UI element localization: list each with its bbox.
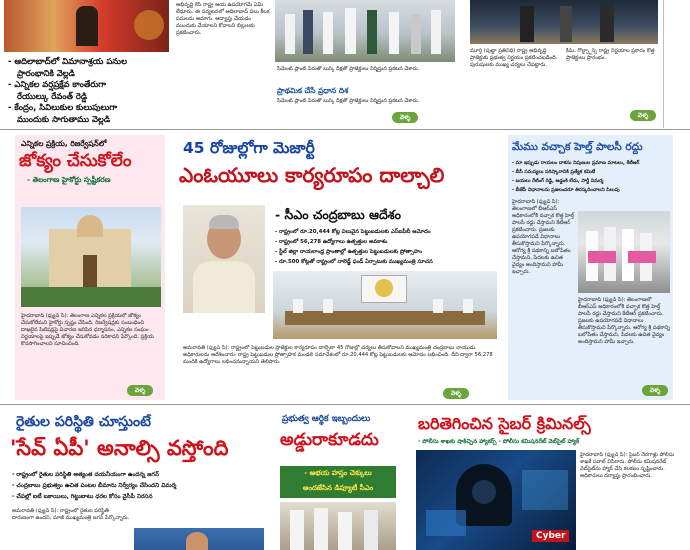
cyber-photo [416, 450, 576, 550]
top-left-bullets [8, 56, 173, 125]
bottom-bullet-0: - రాష్ట్రంలో రైతుల పరిస్థితి అత్యంత దయనీయంగా ఉందన్న జగన్ [12, 472, 159, 478]
right-bullet-1: - బీసీ సమస్యలు పరిష్కారానికి ప్రత్యేక కమిటీ [512, 170, 596, 175]
bottom-mid-headline: అడ్డురాకూడదు [280, 430, 379, 450]
cm-portrait [183, 205, 265, 313]
center-kicker: 45 రోజుల్లోగా మెజార్టీ [183, 139, 315, 157]
read-more-button[interactable]: వెళ్ళ [443, 388, 469, 399]
bottom-mid-banner-1: - అభయ హస్తం చెక్కులు [304, 469, 372, 477]
divider [0, 404, 690, 405]
deputy-cm-photo [280, 502, 396, 550]
right-bullets [512, 159, 670, 195]
divider [0, 129, 690, 130]
top-col4-text2: కిమ్, గోల్డ్స్టాన్స్ రాష్ట్ర నిర్ణయాల ప్రకారం కొత్త ప్రాజెక్టులు ప్రారంభం. [566, 48, 655, 61]
top-bullet-1: ప్రారంభానికి వెల్లడి [17, 67, 75, 78]
read-more-button[interactable]: వెళ్ళ [392, 112, 418, 123]
center-body: అమరావతి (ఫ్యుచ్ సి): రాష్ట్రంలో పెట్టుబడుల ప్రాజెక్టుల కార్యరూపం దాల్చేలా 45 రోజుల్లో చర్యలు తీసుకోవాలని ముఖ్యమంత్రి చంద్రబాబు నాయుడు అధికారులను ఆదేశించారు. రాష్ట్ర పెట్టుబడుల ప్రోత్సాహక మండలి సమావేశంలో రూ.20,444 కోట్ల పెట్టుబడులకు ఆమోదం లభించింది. దీని ద్వారా 56,278 మందికి ఉద్యోగాలు లభించనున్నాయని తెలిపారు. [183, 345, 493, 365]
bottom-mid-banner [280, 466, 396, 498]
center-strap: - సీఎం చంద్రబాబు ఆదేశం [275, 207, 402, 222]
jagan-photo [134, 528, 264, 550]
divider [663, 0, 664, 128]
bottom-left-story [0, 408, 275, 550]
bottom-right-strap: - పోలీసు శాఖకు షాకిచ్చిన హ్యాకర్స్ - పోలీసు కమిషనరేట్ వెబ్‌సైట్ హ్యాక్ [418, 439, 580, 445]
top-col4-text: మూర్తి (పుట్టా ప్రతినిధి) రాష్ట్ర అభివృద్ధి ప్రాజెక్టుకు ప్రభుత్వ నిర్ణయం ప్రకటించబడింది. పురుషులకు ముఖ్య చర్యలు చేపట్టారు. [470, 48, 558, 68]
center-bullet-3: - రూ.500 కోట్లతో రాష్ట్రంలో నాలెడ్జ్ ఫండ్ ఏర్పాటుకు ముఖ్యమంత్రి సూచన [275, 259, 433, 265]
bottom-right-headline: బరితెగించిన సైబర్ క్రిమినల్స్ [418, 414, 591, 433]
top-col3-subtext: సిమెంట్ ప్లాంట్ పేరుతో బుర్క్ దీక్షతో ప్రాజెక్టులు నిర్మిస్తున ప్రకటన చేశారు. [277, 98, 420, 104]
top-photo-group [275, 0, 455, 62]
center-bullet-0: - రాష్ట్రంలో రూ.20,444 కోట్ల విలువైన పెట్టుబడులకు ఎస్‌ఐపీబీ ఆమోదం [275, 229, 431, 235]
left-headline: జోక్యం చేసుకోలేం [19, 151, 132, 171]
top-photo-temple [4, 0, 169, 52]
center-bullet-2: - స్టీల్ జిల్లా రాయలాంధ్ర ప్రాంతాల్లో ఉత్పత్తుల పెట్టుబడులకు ప్రోత్సాహం [275, 249, 422, 255]
read-more-button[interactable]: వెళ్ళ [642, 385, 668, 396]
bottom-left-body: అమరావతి (ఫ్యుచ్ సి): రాష్ట్రంలో రైతుల పరిస్థితి దారుణంగా ఉందని, మాజీ ముఖ్యమంత్రి జగన్ పేర్కొన్నారు. [12, 508, 130, 521]
right-headline: మేము వచ్చాక హెల్త్ పాలసీ రద్దు [512, 141, 643, 153]
bottom-mid-story [280, 408, 398, 550]
left-story [15, 135, 165, 400]
bottom-bullet-1: - చంద్రబాబు ప్రభుత్వం ఉచిత పంటల బీమాను నిర్వీర్యం చేసిందని విమర్శ [12, 483, 177, 489]
top-col3-text: సిమెంట్ ప్లాంట్ పేరుతో బుర్క్ దీక్షతో ప్రాజెక్టులు నిర్మిస్తున ప్రకటన చేశారు. [277, 66, 420, 72]
bottom-left-headline: 'సేవ్ ఏపీ' అనాల్సి వస్తోంది [10, 436, 229, 460]
protest-photo [578, 211, 670, 293]
top-bullet-2: - ఎన్నికల వర్షప్రక్షేవ కాంతేరుగా [8, 79, 106, 89]
right-body: హైదరాబాద్ (ఫ్యుచ్ సి): తెలంగాణలో బీఆర్ఎస్ అధికారంలోకి వచ్చాక కొత్త హెల్త్ పాలసీ రద్దు చేస్తామని కేటీఆర్ ప్రకటించారు. ప్రజలకు ఉపయోగపడే విధానాలు తీసుకొస్తామని పేర్కొన్నారు. ఆరోగ్య శ్రీ పథకాన్ని బలోపేతం చేస్తామని, పేదలకు ఉచిత వైద్యం అందిస్తామని హామీ ఇచ్చారు. [512, 199, 575, 275]
center-bullets [275, 227, 497, 267]
left-kicker: ఎన్నికల ప్రక్రియ, రిజర్వేషన్‌లో [21, 139, 107, 148]
right-bullet-3: - బీజేపీ విధానాలను ప్రజలందరూ తిరస్కరించాలని పిలుపు [512, 188, 620, 193]
bottom-right-body: హైదరాబాద్ (ఫ్యుచ్ సి): సైబర్ నేరగాళ్లు పోలీసు శాఖకే సవాల్ విసిరారు. పోలీసు కమిషనరేట్ వెబ్‌సైట్‌ను హ్యాక్ చేసి కలకలం సృష్టించారు. అధికారులు దర్యాప్తు ప్రారంభించారు. [580, 452, 675, 479]
right-body-cont: హైదరాబాద్ (ఫ్యుచ్ సి): తెలంగాణలో బీఆర్ఎస్ అధికారంలోకి వచ్చాక కొత్త హెల్త్ పాలసీ రద్దు చేస్తామని కేటీఆర్ ప్రకటించారు. ప్రజలకు ఉపయోగపడే విధానాలు తీసుకొస్తామని పేర్కొన్నారు. ఆరోగ్య శ్రీ పథకాన్ని బలోపేతం చేస్తామని, పేదలకు ఉచిత వైద్యం అందిస్తామని హామీ ఇచ్చారు. [578, 297, 670, 345]
high-court-photo [21, 207, 161, 307]
bottom-right-story [402, 408, 690, 550]
center-headline: ఎంఓయూలు కార్యరూపం దాల్చాలి [179, 163, 445, 187]
left-body: హైదరాబాద్ (ఫ్యుచ్ సి): తెలంగాణ ఎన్నికల ప్రక్రియలో జోక్యం చేసుకోలేమని హైకోర్టు స్పష్టం చేసింది. రిజర్వేషన్లకు సంబంధించి దాఖలైన పిటిషన్లపై విచారణ జరిపిన ధర్మాసనం, ఎన్నికల సంఘం నిర్ణయాలపై ఇప్పుడే జోక్యం చేసుకోవడం సరికాదని పేర్కొంది. ప్రక్రియ కొనసాగించాలని సూచించింది. [21, 313, 154, 347]
bottom-mid-banner-2: అందజేసిన డిప్యూటీ సీఎం [302, 484, 374, 492]
bottom-bullet-2: - చేపల్లో ఐటీ బకాయిలు, గిట్టుబాటు ధరల కోసం వైసీపీ నిరసన [12, 494, 153, 500]
top-bullet-4: - కేంద్రం, సివిలుకుల కులుపులుగా [8, 102, 118, 112]
top-photo-event [470, 0, 658, 44]
bottom-mid-kicker: ప్రభుత్వ ఆర్థిక ఇబ్బందులు [282, 414, 371, 424]
main-story [175, 135, 500, 400]
bottom-left-bullets [12, 470, 272, 503]
top-col2-text: అభివృద్ధి కేసీ రాష్ట్ర ఆయ ఉపయోగమే ఏమీ లేధూరు. ఈ పర్యటనలో ఆదిలాబాద్ పలు కీలక పనులను ఆదూగు. ఆద్యాప్తు చేయడం ముందుకు చేయాలని కోవాలని బిల్లులకు ప్రకటించారు. [176, 2, 270, 36]
right-bullet-2: - బయలు రేటింగ్ రెడ్డి, అడ్డంకి లేదు, పార్టీ విమర్శ [512, 179, 604, 184]
cyber-label: Cyber [532, 530, 569, 542]
center-bullet-1: - రాష్ట్రంలో 56,278 ఉద్యోగాలు ఉత్పత్తుల అవకాశం [275, 239, 388, 245]
bottom-left-kicker: రైతుల పరిస్థితి చూస్తుంటే [16, 414, 151, 430]
top-bullet-5: ముందుకు సాగుతాము వెల్లడి [17, 113, 111, 124]
read-more-button[interactable]: వెళ్ళ [630, 110, 656, 121]
read-more-button[interactable]: వెళ్ళ [127, 385, 153, 396]
right-bullet-0: - మా ఇప్పుడు రాయలం దాకను నిపుణుల ప్రమాణ మాటలు, కేటీఆర్ [512, 161, 640, 166]
top-bullet-3: రేయుల్కు రేవంత్ రెడ్డి [17, 90, 88, 101]
top-bullet-0: - ఆదిలాబాద్‌లో విమానాశ్రయ పనుల [8, 56, 128, 66]
top-col3-headline: ప్రాథమిక చేసే ప్రధాన దిశ [277, 86, 349, 95]
top-strip [0, 0, 690, 128]
meeting-photo [273, 271, 497, 339]
left-strap: - తెలంగాణ హైకోర్టు స్పష్టీకరణ [27, 175, 111, 184]
right-story [508, 135, 673, 400]
